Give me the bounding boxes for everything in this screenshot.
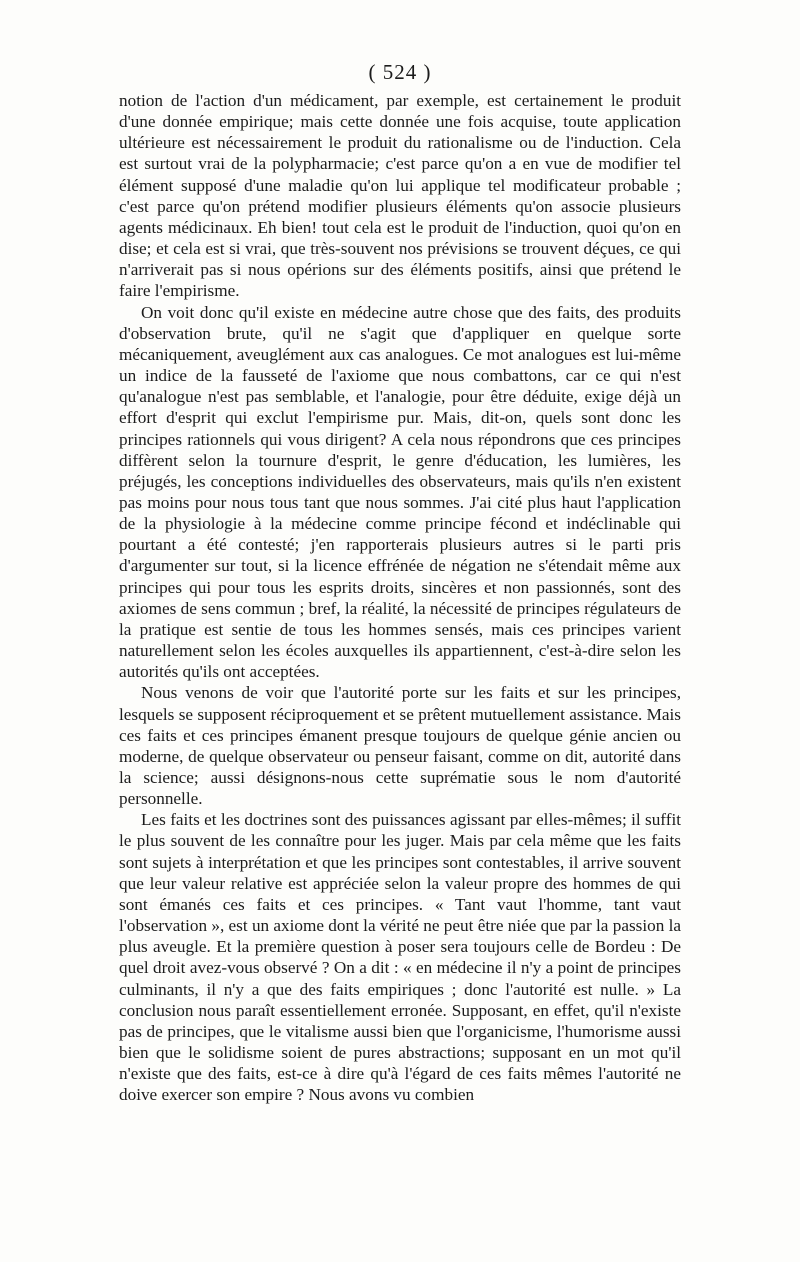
paragraph-2: On voit donc qu'il existe en médecine autre chose que des faits, des produits d'observation brute, qu'il ne s'agit que d'appliquer en quelque sorte mécaniquement, aveuglément aux cas analogues. Ce mot analogues est lui-même un indice de la fausseté de l'axiome que nous combattons, car ce qui n'est qu'analogue n'est pas semblable, et l'analogie, pour être déduite, exige déjà un effort d'esprit qui exclut l'empirisme pur. Mais, dit-on, quels sont donc les principes rationnels qui vous dirigent? A cela nous répondrons que ces principes diffèrent selon la tournure d'esprit, le genre d'éducation, les lumières, les préjugés, les conceptions individuelles des observateurs, mais qu'ils n'en existent pas moins pour nous tous tant que nous sommes. J'ai cité plus haut l'application de la physiologie à la médecine comme principe fécond et indéclinable qui pourtant a été contesté; j'en rapporterais plusieurs autres si le parti pris d'argumenter sur tout, si la licence effrénée de négation ne s'étendait même aux principes qui pour tous les esprits droits, sincères et non passionnés, sont des axiomes de sens commun ; bref, la réalité, la nécessité de principes régulateurs de la pratique est sentie de tous les hommes sensés, mais ces principes varient naturellement selon les écoles auxquelles ils appartiennent, c'est-à-dire selon les autorités qu'ils ont acceptées. [119,302,681,682]
paragraph-4: Les faits et les doctrines sont des puissances agissant par elles-mêmes; il suffit le plus souvent de les connaître pour les juger. Mais par cela même que les faits sont sujets à interprétation et que les principes sont contestables, il arrive souvent que leur valeur relative est appréciée selon la valeur propre des hommes de qui sont émanés ces faits et ces principes. « Tant vaut l'homme, tant vaut l'observation », est un axiome dont la vérité ne peut être niée que par la passion la plus aveugle. Et la première question à poser sera toujours celle de Bordeu : De quel droit avez-vous observé ? On a dit : « en médecine il n'y a point de principes culminants, il n'y a que des faits empiriques ; donc l'autorité est nulle. » La conclusion nous paraît essentiellement erronée. Supposant, en effet, qu'il n'existe pas de principes, que le vitalisme aussi bien que l'organicisme, l'humorisme aussi bien que le solidisme soient de pures abstractions; supposant en un mot qu'il n'existe que des faits, est-ce à dire qu'à l'égard de ces faits mêmes l'autorité ne doive exercer son empire ? Nous avons vu combien [119,810,681,1105]
body-text [119,90,681,1106]
paragraph-1: notion de l'action d'un médicament, par exemple, est certainement le produit d'une donnée empirique; mais cette donnée une fois acquise, toute application ultérieure est nécessairement le produit du rationalisme ou de l'induction. Cela est surtout vrai de la polypharmacie; c'est parce qu'on a en vue de modifier tel élément supposé d'une maladie qu'on lui applique tel modificateur probable ; c'est parce qu'on prétend modifier plusieurs éléments qu'on associe plusieurs agents médicinaux. Eh bien! tout cela est le produit de l'induction, quoi qu'on en dise; et cela est si vrai, que très-souvent nos prévisions se trouvent déçues, ce qui n'arriverait pas si nous opérions sur des éléments positifs, ainsi que prétend le faire l'empirisme. [119,91,681,301]
page-number: ( 524 ) [368,60,432,84]
paragraph-3: Nous venons de voir que l'autorité porte sur les faits et sur les principes, lesquels se supposent réciproquement et se prêtent mutuellement assistance. Mais ces faits et ces principes émanent presque toujours de quelque génie ancien ou moderne, de quelque observateur ou penseur faisant, comme on dit, autorité dans la science; aussi désignons-nous cette suprématie sous le nom d'autorité personnelle. [119,683,681,809]
